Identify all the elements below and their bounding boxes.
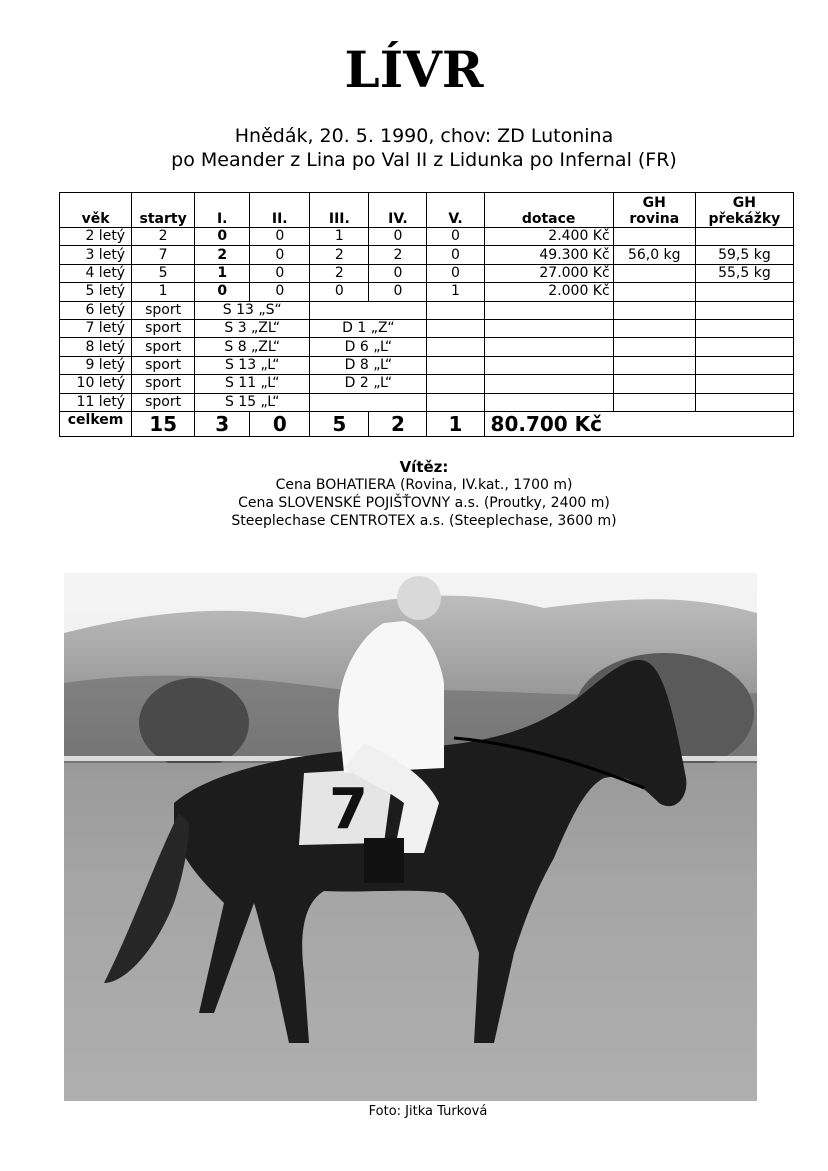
cell-sport-s: S 13 „L“ [195,356,310,374]
photo-caption: Foto: Jitka Turková [368,1104,488,1119]
cell-starts: 2 [132,228,195,246]
cell-starts: 1 [132,283,195,301]
cell-gh-jump [695,283,793,301]
cell-fourth: 0 [369,264,427,282]
header-fifth: V. [427,193,484,228]
header-starts: starty [132,193,195,228]
cell-gh-flat [613,283,695,301]
winner-section [0,458,828,530]
cell-age: 4 letý [60,264,132,282]
table-row [60,283,794,301]
cell-gh-flat [613,264,695,282]
cell-fifth: 0 [427,246,484,264]
cell-fourth: 0 [369,228,427,246]
cell-age: 9 letý [60,356,132,374]
winner-heading: Vítěz: [399,458,449,476]
cell-starts: sport [132,375,195,393]
cell-second: 0 [250,246,310,264]
saddle-number: 7 [329,777,368,842]
header-gh-jump [695,193,793,228]
total-fifth: 1 [427,411,484,436]
winner-race: Steeplechase CENTROTEX a.s. (Steeplechase, 3600 m) [231,513,617,529]
cell-prize: 27.000 Kč [484,264,613,282]
cell-starts: 5 [132,264,195,282]
cell-sport-d: D 1 „Z“ [310,319,427,337]
cell-sport-d: D 6 „L“ [310,338,427,356]
sport-row [60,356,794,374]
cell-age: 11 letý [60,393,132,411]
sport-row [60,375,794,393]
cell-starts: sport [132,301,195,319]
cell-first: 2 [195,246,250,264]
cell-sport-s: S 8 „ZL“ [195,338,310,356]
cell-sport-s: S 15 „L“ [195,393,310,411]
header-gh-flat-bottom: rovina [629,211,680,227]
cell-third: 2 [310,264,369,282]
cell-starts: sport [132,393,195,411]
table-row [60,228,794,246]
cell-third: 0 [310,283,369,301]
cell-age: 2 letý [60,228,132,246]
cell-gh-jump: 59,5 kg [695,246,793,264]
cell-sport-s: S 3 „ZL“ [195,319,310,337]
winner-race: Cena SLOVENSKÉ POJIŠŤOVNY a.s. (Proutky, 2400 m) [238,495,610,511]
winner-race: Cena BOHATIERA (Rovina, IV.kat., 1700 m) [275,477,573,493]
header-gh-flat [613,193,695,228]
total-fourth: 2 [369,411,427,436]
horse-details: Hnědák, 20. 5. 1990, chov: ZD Lutonina [234,125,614,147]
header-fourth: IV. [369,193,427,228]
total-starts: 15 [132,411,195,436]
cell-first: 1 [195,264,250,282]
total-first: 3 [195,411,250,436]
cell-fifth: 0 [427,264,484,282]
cell-second: 0 [250,264,310,282]
cell-starts: sport [132,319,195,337]
cell-gh-jump: 55,5 kg [695,264,793,282]
header-age: věk [60,193,132,228]
sport-row [60,393,794,411]
cell-age: 6 letý [60,301,132,319]
cell-second: 0 [250,283,310,301]
header-first: I. [195,193,250,228]
cell-sport-d: D 2 „L“ [310,375,427,393]
cell-fifth: 1 [427,283,484,301]
cell-prize: 49.300 Kč [484,246,613,264]
cell-fourth: 0 [369,283,427,301]
cell-age: 8 letý [60,338,132,356]
cell-fourth: 2 [369,246,427,264]
total-prize: 80.700 Kč [484,411,793,436]
cell-first: 0 [195,283,250,301]
cell-starts: sport [132,338,195,356]
horse-name-title: LÍVR [344,40,484,99]
sport-row [60,338,794,356]
header-prize: dotace [484,193,613,228]
total-second: 0 [250,411,310,436]
table-row [60,264,794,282]
cell-third: 1 [310,228,369,246]
cell-age: 7 letý [60,319,132,337]
cell-sport-s: S 13 „S“ [195,301,310,319]
sport-row [60,319,794,337]
cell-prize: 2.000 Kč [484,283,613,301]
table-row [60,246,794,264]
cell-sport-d [310,393,427,411]
horse-pedigree: po Meander z Lina po Val II z Lidunka po Infernal (FR) [171,149,677,171]
sport-row [60,301,794,319]
cell-second: 0 [250,228,310,246]
cell-fifth: 0 [427,228,484,246]
cell-age: 10 letý [60,375,132,393]
cell-gh-flat: 56,0 kg [613,246,695,264]
race-record-table [59,192,794,437]
cell-sport-d: D 8 „L“ [310,356,427,374]
header-gh-jump-bottom: překážky [708,211,781,227]
cell-age: 5 letý [60,283,132,301]
horse-photo [64,573,757,1101]
cell-starts: sport [132,356,195,374]
total-row [60,411,794,436]
cell-sport-s: S 11 „L“ [195,375,310,393]
cell-age: 3 letý [60,246,132,264]
total-label: celkem [60,411,132,436]
cell-third: 2 [310,246,369,264]
header-gh-flat-top: GH [642,195,666,211]
cell-prize: 2.400 Kč [484,228,613,246]
cell-starts: 7 [132,246,195,264]
header-gh-jump-top: GH [732,195,757,211]
cell-gh-jump [695,228,793,246]
cell-gh-flat [613,228,695,246]
total-third: 5 [310,411,369,436]
cell-sport-d [310,301,427,319]
header-third: III. [310,193,369,228]
header-second: II. [250,193,310,228]
table-header-row [60,193,794,228]
cell-first: 0 [195,228,250,246]
